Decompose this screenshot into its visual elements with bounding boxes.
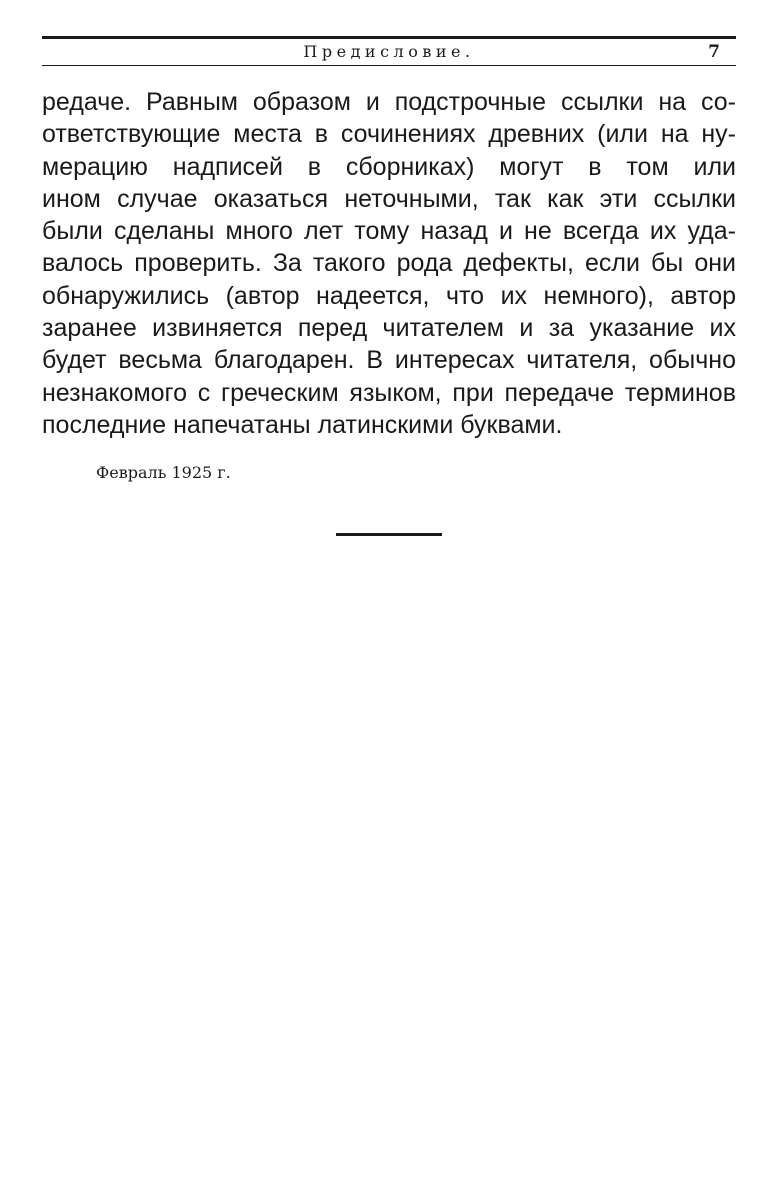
- header-rule-bottom: [42, 65, 736, 66]
- running-header: [42, 36, 736, 68]
- text-line: незнакомого с греческим языком, при передаче терминов: [42, 378, 736, 407]
- closing-rule: [336, 533, 442, 536]
- text-line: обнаружились (автор надеется, что их немного), автор: [42, 281, 736, 310]
- header-rule-top: [42, 36, 736, 39]
- text-line: последние напечатаны латинскими буквами.: [42, 410, 563, 439]
- text-line: редаче. Равным образом и подстрочные ссылки на со-: [42, 88, 736, 116]
- text-line: ответствующие места в сочинениях древних (или на ну-: [42, 120, 736, 149]
- text-line: были сделаны много лет тому назад и не всегда их уда-: [42, 217, 736, 246]
- text-line: валось проверить. За такого рода дефекты, если бы они: [42, 249, 736, 278]
- text-line: мерацию надписей в сборниках) могут в том или: [42, 152, 736, 181]
- running-title: Предисловие.: [303, 42, 475, 61]
- body-paragraph: [42, 86, 736, 441]
- text-line: будет весьма благодарен. В интересах читателя, обычно: [42, 346, 736, 375]
- page-number: 7: [708, 42, 720, 62]
- signature-date: Февраль 1925 г.: [96, 463, 231, 482]
- text-line: ином случае оказаться неточными, так как эти ссылки: [42, 184, 736, 213]
- text-line: заранее извиняется перед читателем и за указание их: [42, 314, 736, 343]
